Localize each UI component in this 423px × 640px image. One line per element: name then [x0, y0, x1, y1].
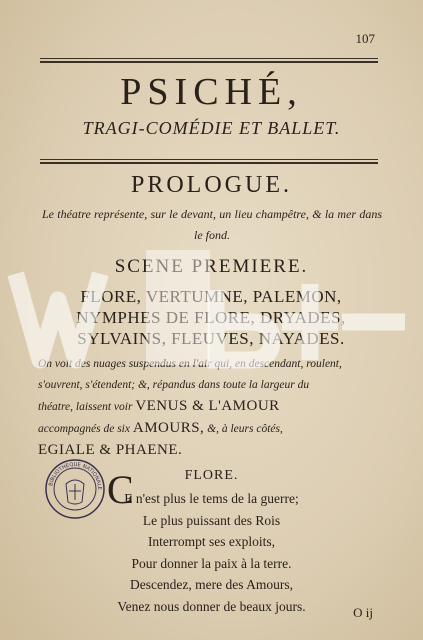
direction-line: EGIALE & PHAENE. — [38, 442, 183, 458]
title-rule — [40, 159, 378, 164]
verse-line: Le plus puissant des Rois — [142, 512, 281, 528]
top-rule — [40, 58, 378, 63]
play-title: PSICHÉ, — [120, 71, 303, 113]
character-line: SYLVAINS, FLEUVES, NAYADES. — [77, 329, 345, 348]
scene-heading: SCENE PREMIERE. — [114, 256, 309, 277]
character-line: NYMPHES DE FLORE, DRYADES, — [76, 308, 346, 327]
stamp-text: BIBLIOTHEQUE NATIONALE — [48, 461, 103, 491]
character-line: FLORE, VERTUMNE, PALEMON, — [80, 287, 342, 306]
direction-line: On voit des nuages suspendus en l'air qui, en descendant, roulent, — [38, 358, 342, 370]
character-list — [38, 286, 384, 349]
direction-line: accompagnés de six AMOURS, &, à leurs côtés, — [38, 420, 283, 436]
speaker-name: FLORE. — [184, 468, 239, 483]
direction-line: théatre, laissent voir VENUS & L'AMOUR — [38, 398, 280, 414]
direction-line: s'ouvrent, s'étendent; &, répandus dans toute la largeur du — [38, 379, 310, 391]
signature-mark: O ij — [353, 605, 373, 620]
verse-block — [0, 488, 423, 617]
verse-line: E n'est plus le tems de la guerre; — [124, 491, 299, 506]
page-number: 107 — [355, 31, 375, 46]
drop-cap: C — [107, 467, 134, 512]
verse-line: Pour donner la paix à la terre. — [131, 555, 292, 571]
verse-line: Interrompt ses exploits, — [147, 534, 276, 549]
verse-line: Descendez, mere des Amours, — [129, 577, 294, 592]
play-subtitle: TRAGI-COMÉDIE ET BALLET. — [82, 118, 341, 138]
verse-line: Venez nous donner de beaux jours. — [117, 598, 306, 614]
stage-direction-setting: Le théatre représente, sur le devant, un lieu champêtre, & la mer dans le fond. — [42, 207, 382, 242]
stage-direction-clouds — [38, 354, 384, 462]
prologue-heading: PROLOGUE. — [130, 172, 292, 198]
